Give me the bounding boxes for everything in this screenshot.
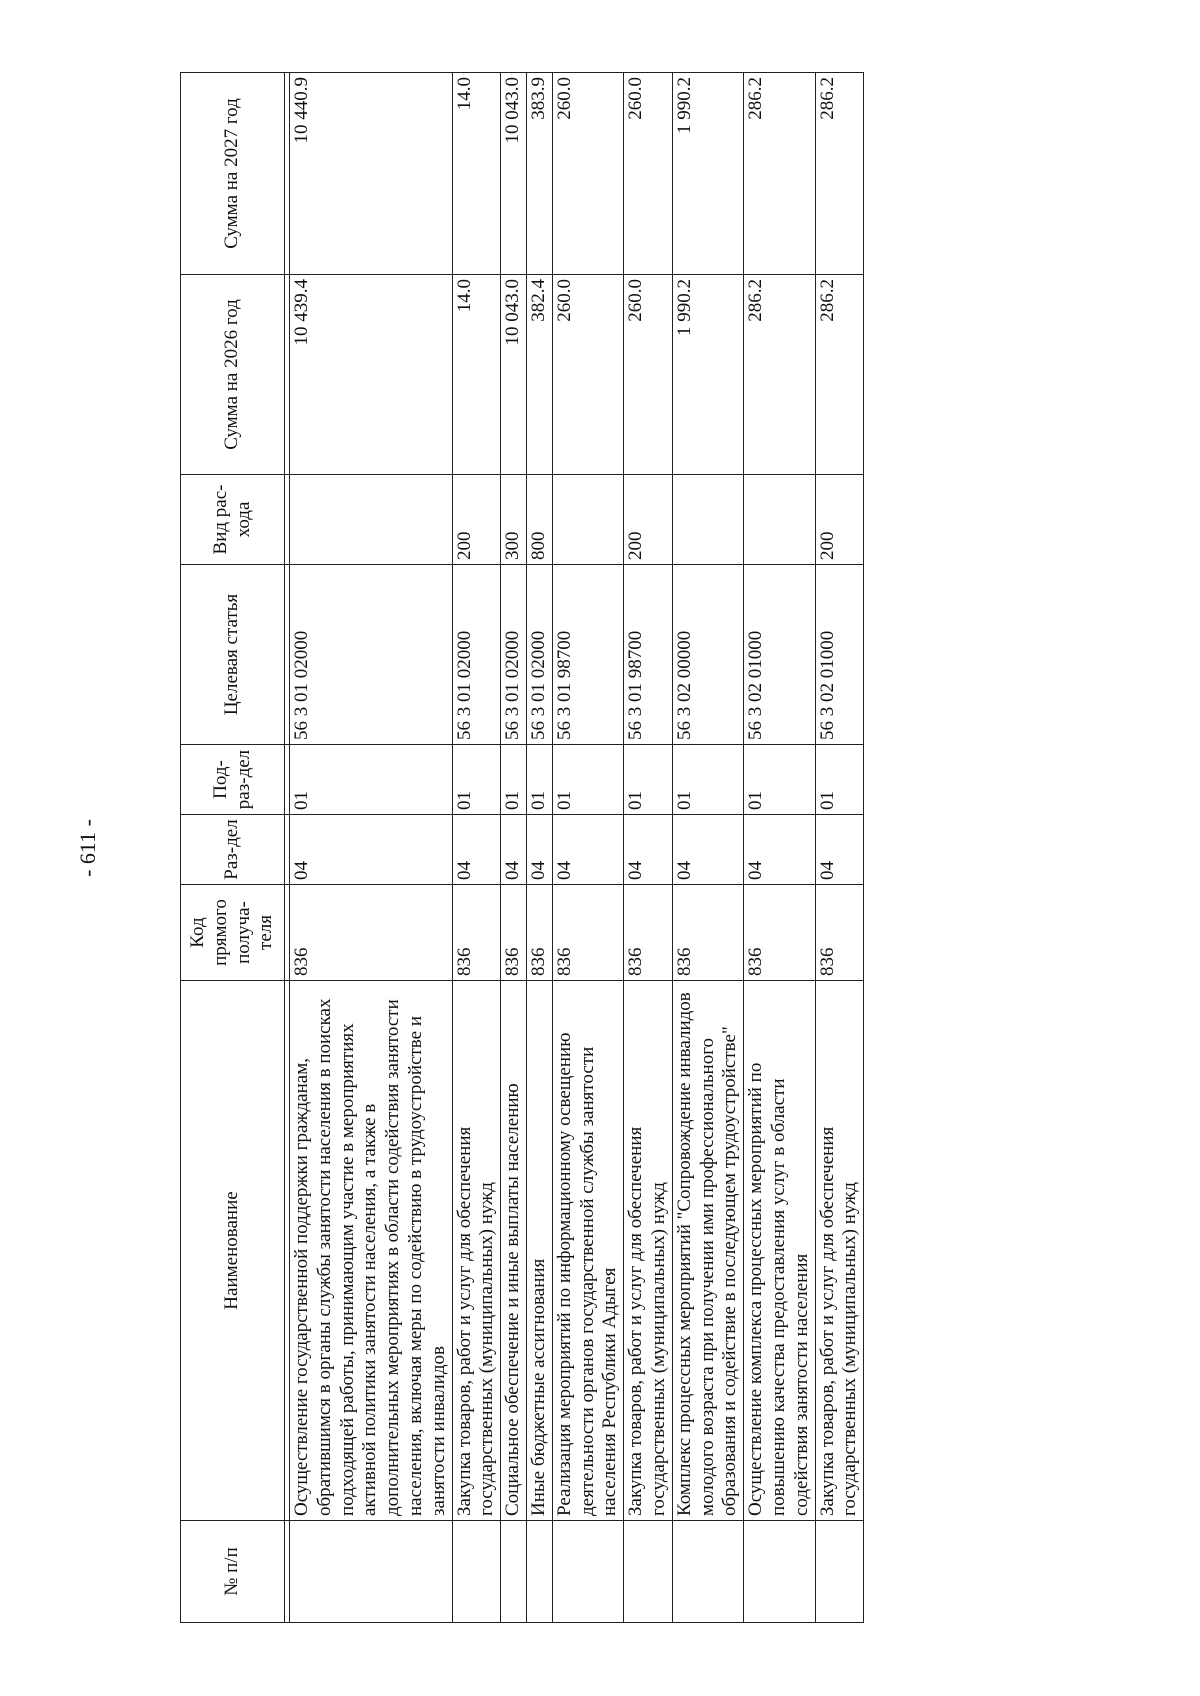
cell-sum-2026: 1 990.2	[672, 275, 743, 475]
header-code: Код прямого получа-теля	[181, 885, 285, 981]
header-subsection: Под-раз-дел	[181, 745, 285, 815]
page-number: - 611 -	[75, 819, 100, 877]
cell-target: 56 3 01 02000	[501, 565, 527, 745]
cell-sum-2027: 383.9	[526, 73, 552, 275]
cell-section: 04	[672, 815, 743, 885]
cell-subsection: 01	[526, 745, 552, 815]
cell-name: Реализация мероприятий по информационному освещению деятельности органов государственной службы занятости населения Республики Адыгея	[552, 981, 623, 1521]
cell-num	[552, 1521, 623, 1623]
header-kind: Вид рас-хода	[181, 475, 285, 565]
cell-subsection: 01	[672, 745, 743, 815]
cell-num	[452, 1521, 501, 1623]
cell-code: 836	[452, 885, 501, 981]
cell-name: Иные бюджетные ассигнования	[526, 981, 552, 1521]
cell-kind: 800	[526, 475, 552, 565]
cell-target: 56 3 02 01000	[815, 565, 864, 745]
cell-sum-2027: 10 043.0	[501, 73, 527, 275]
cell-sum-2027: 286.2	[815, 73, 864, 275]
cell-subsection: 01	[452, 745, 501, 815]
header-section: Раз-дел	[181, 815, 285, 885]
header-sum-2027: Сумма на 2027 год	[181, 73, 285, 275]
cell-section: 04	[526, 815, 552, 885]
cell-sum-2027: 286.2	[744, 73, 815, 275]
cell-num	[290, 1521, 453, 1623]
cell-target: 56 3 01 02000	[290, 565, 453, 745]
cell-subsection: 01	[552, 745, 623, 815]
cell-name: Закупка товаров, работ и услуг для обеспечения государственных (муниципальных) нужд	[452, 981, 501, 1521]
cell-sum-2027: 260.0	[552, 73, 623, 275]
cell-sum-2026: 14.0	[452, 275, 501, 475]
cell-section: 04	[552, 815, 623, 885]
cell-sum-2027: 1 990.2	[672, 73, 743, 275]
cell-code: 836	[672, 885, 743, 981]
cell-sum-2027: 260.0	[624, 73, 673, 275]
cell-num	[501, 1521, 527, 1623]
table-row	[624, 73, 673, 1623]
cell-subsection: 01	[624, 745, 673, 815]
header-num: № п/п	[181, 1521, 285, 1623]
cell-kind	[290, 475, 453, 565]
cell-kind: 300	[501, 475, 527, 565]
cell-name: Закупка товаров, работ и услуг для обеспечения государственных (муниципальных) нужд	[624, 981, 673, 1521]
table-row	[501, 73, 527, 1623]
cell-kind: 200	[815, 475, 864, 565]
cell-kind: 200	[624, 475, 673, 565]
cell-sum-2027: 10 440.9	[290, 73, 453, 275]
cell-sum-2026: 260.0	[624, 275, 673, 475]
cell-name: Осуществление государственной поддержки гражданам, обратившимся в органы службы занятости населения в поисках подходящей работы, принимающим участие в мероприятиях активной политики занятости населения, а также в дополнительных мероприятиях в области содействия занятости населения, включая меры по содействию в трудоустройстве и занятости инвалидов	[290, 981, 453, 1521]
cell-target: 56 3 02 01000	[744, 565, 815, 745]
table-row	[815, 73, 864, 1623]
table-row	[744, 73, 815, 1623]
cell-kind	[552, 475, 623, 565]
cell-code: 836	[526, 885, 552, 981]
budget-table	[180, 72, 864, 1623]
table-row	[552, 73, 623, 1623]
cell-code: 836	[744, 885, 815, 981]
cell-sum-2026: 286.2	[815, 275, 864, 475]
header-target: Целевая статья	[181, 565, 285, 745]
cell-section: 04	[290, 815, 453, 885]
cell-num	[744, 1521, 815, 1623]
cell-num	[815, 1521, 864, 1623]
cell-target: 56 3 01 02000	[526, 565, 552, 745]
cell-section: 04	[815, 815, 864, 885]
cell-subsection: 01	[501, 745, 527, 815]
table-row	[526, 73, 552, 1623]
cell-num	[624, 1521, 673, 1623]
cell-section: 04	[501, 815, 527, 885]
cell-target: 56 3 01 98700	[624, 565, 673, 745]
cell-code: 836	[552, 885, 623, 981]
cell-name: Социальное обеспечение и иные выплаты населению	[501, 981, 527, 1521]
cell-kind	[672, 475, 743, 565]
table-row	[452, 73, 501, 1623]
cell-subsection: 01	[815, 745, 864, 815]
cell-section: 04	[744, 815, 815, 885]
cell-code: 836	[501, 885, 527, 981]
cell-section: 04	[624, 815, 673, 885]
cell-name: Комплекс процессных мероприятий "Сопровождение инвалидов молодого возраста при получении ими профессионального образования и содействие в последующем трудоустройстве"	[672, 981, 743, 1521]
header-name: Наименование	[181, 981, 285, 1521]
cell-target: 56 3 02 00000	[672, 565, 743, 745]
table-header-row	[181, 73, 285, 1623]
cell-name: Осуществление комплекса процессных мероприятий по повышению качества предоставления услуг в области содействия занятости населения	[744, 981, 815, 1521]
cell-section: 04	[452, 815, 501, 885]
cell-sum-2026: 10 439.4	[290, 275, 453, 475]
cell-target: 56 3 01 02000	[452, 565, 501, 745]
table-row	[672, 73, 743, 1623]
cell-sum-2026: 382.4	[526, 275, 552, 475]
cell-sum-2026: 260.0	[552, 275, 623, 475]
cell-num	[526, 1521, 552, 1623]
cell-kind	[744, 475, 815, 565]
cell-subsection: 01	[290, 745, 453, 815]
cell-num	[672, 1521, 743, 1623]
cell-subsection: 01	[744, 745, 815, 815]
header-sum-2026: Сумма на 2026 год	[181, 275, 285, 475]
cell-code: 836	[624, 885, 673, 981]
budget-table-wrapper	[180, 73, 1020, 1623]
cell-code: 836	[290, 885, 453, 981]
cell-code: 836	[815, 885, 864, 981]
cell-sum-2026: 10 043.0	[501, 275, 527, 475]
cell-name: Закупка товаров, работ и услуг для обеспечения государственных (муниципальных) нужд	[815, 981, 864, 1521]
table-row	[290, 73, 453, 1623]
cell-kind: 200	[452, 475, 501, 565]
cell-target: 56 3 01 98700	[552, 565, 623, 745]
cell-sum-2026: 286.2	[744, 275, 815, 475]
cell-sum-2027: 14.0	[452, 73, 501, 275]
